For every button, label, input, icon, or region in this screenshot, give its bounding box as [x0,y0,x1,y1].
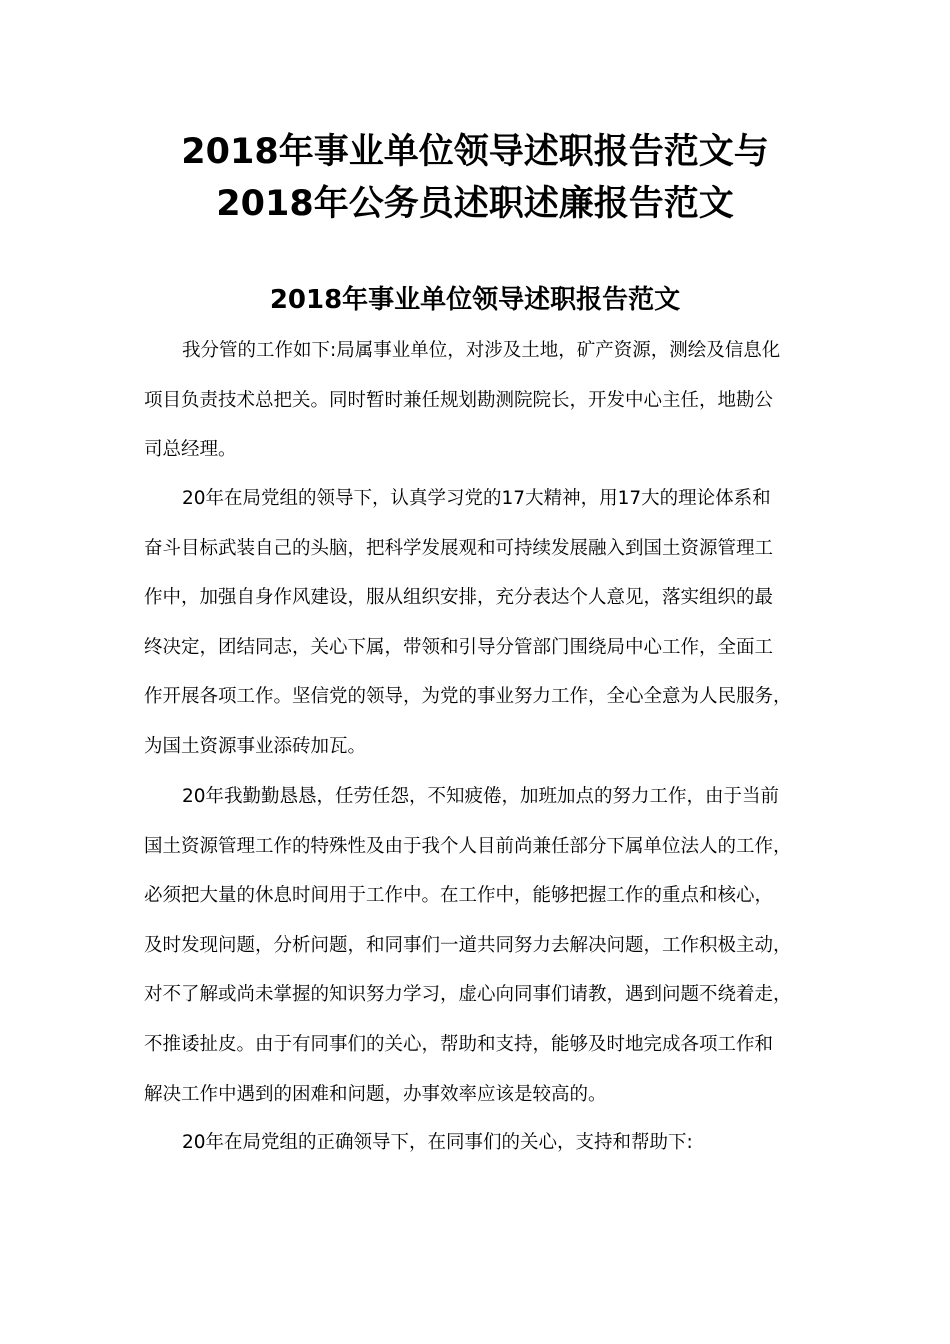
text-line: 作中，加强自身作风建设，服从组织安排，充分表达个人意见，落实组织的最 [144,587,774,609]
paragraph [144,1118,808,1168]
text-line: 必须把大量的休息时间用于工作中。在工作中，能够把握工作的重点和核心， [144,885,774,907]
text-line: 奋斗目标武装自己的头脑，把科学发展观和可持续发展融入到国土资源管理工 [144,537,774,559]
text-line: 我分管的工作如下:局属事业单位，对涉及土地，矿产资源，测绘及信息化 [182,340,781,361]
text-line: 解决工作中遇到的困难和问题，办事效率应该是较高的。 [144,1083,607,1105]
document-title-line-1: 2018年事业单位领导述职报告范文与 [181,132,769,172]
text-line: 作开展各项工作。坚信党的领导，为党的事业努力工作，全心全意为人民服务， [144,686,792,708]
text-line: 终决定，团结同志，关心下属，带领和引导分管部门围绕局中心工作，全面工 [144,636,774,658]
text-line: 20年在局党组的正确领导下，在同事们的关心，支持和帮助下: [182,1132,693,1153]
text-line: 为国土资源事业添砖加瓦。 [144,735,367,757]
text-line: 司总经理。 [144,439,237,461]
paragraph [144,772,808,1119]
text-line: 不推诿扯皮。由于有同事们的关心，帮助和支持，能够及时地完成各项工作和 [144,1033,774,1055]
text-line: 20年在局党组的领导下，认真学习党的17大精神，用17大的理论体系和 [182,488,771,509]
document-title-line-2: 2018年公务员述职述廉报告范文 [216,184,734,224]
text-line: 国土资源管理工作的特殊性及由于我个人目前尚兼任部分下属单位法人的工作， [144,835,792,857]
text-line: 对不了解或尚未掌握的知识努力学习，虚心向同事们请教，遇到问题不绕着走， [144,984,792,1006]
text-line: 项目负责技术总把关。同时暂时兼任规划勘测院院长，开发中心主任，地勘公 [144,389,774,411]
text-line: 及时发现问题，分析问题，和同事们一道共同努力去解决问题，工作积极主动， [144,934,792,956]
text-line: 20年我勤勤恳恳，任劳任怨，不知疲倦，加班加点的努力工作，由于当前 [182,786,780,807]
paragraph [144,326,808,475]
paragraph [144,474,808,772]
section-title: 2018年事业单位领导述职报告范文 [269,285,681,315]
